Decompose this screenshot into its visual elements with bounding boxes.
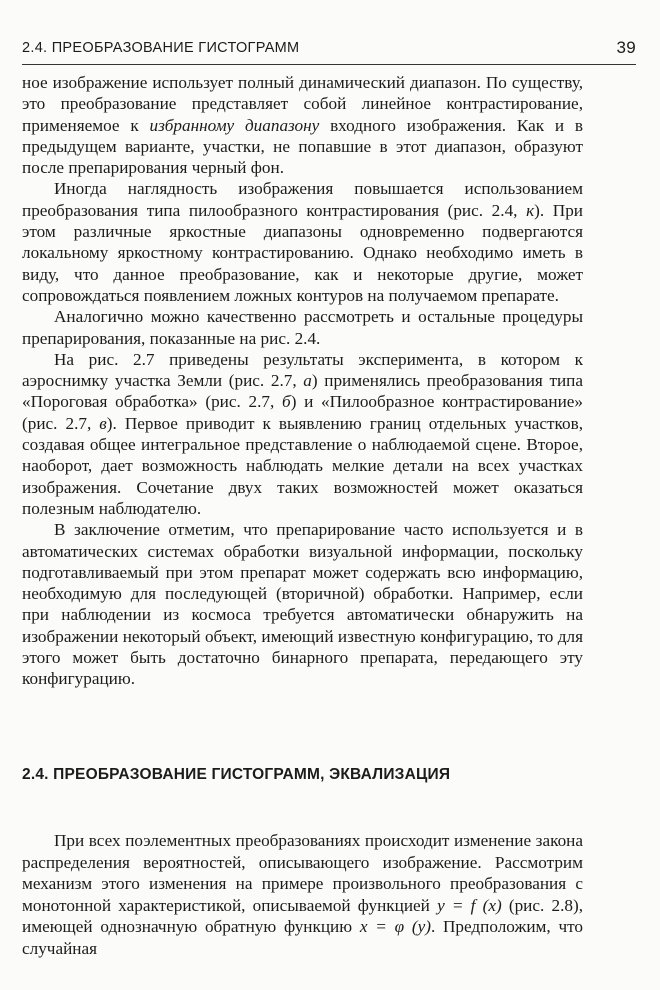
running-head [22, 40, 636, 64]
paragraph-4: На рис. 2.7 приведены результаты эксперимента, в котором к аэроснимку участка Земли (рис. 2.7, а) применялись преобразования типа «Пороговая обработка» (рис. 2.7, б) и «Пилообразное контрастирование» (рис. 2.7, в). Первое приводит к выявлению границ отдельных участков, создавая общее интегральное представление о наблюдаемой сцене. Второе, наоборот, дает возможность наблюдать мелкие детали на всех участках изображения. Сочетание двух таких возможностей может оказаться полезным наблюдателю. [22, 349, 584, 518]
paragraph-6: При всех поэлементных преобразованиях происходит изменение закона распределения вероятностей, описывающего изображение. Рассмотрим механизм этого изменения на примере произвольного преобразования с монотонной характеристикой, описываемой функцией y = f (x) (рис. 2.8), имеющей однозначную обратную функцию x = φ (y). Предположим, что случайная [22, 831, 584, 958]
body-text [22, 72, 583, 690]
section-body-text [22, 830, 583, 960]
paragraph-2: Иногда наглядность изображения повышается использованием преобразования типа пилообразного контрастирования (рис. 2.4, к). При этом различные яркостные диапазоны одновременно подвергаются локальному яркостному контрастированию. Однако необходимо иметь в виду, что данное преобразование, как и некоторые другие, может сопровождаться появлением ложных контуров на получаемом препарате. [22, 179, 583, 305]
page-number: 39 [616, 38, 636, 57]
paragraph-3: Аналогично можно качественно рассмотреть и остальные процедуры препарирования, показанные на рис. 2.4. [22, 307, 583, 348]
figure-ref-letter: к [526, 200, 535, 220]
formula-inline: x = φ (y) [359, 917, 431, 937]
paragraph-1: ное изображение использует полный динамический диапазон. По существу, это преобразование представляет собой линейное контрастирование, применяемое к избранному диапазону входного изображения. Как и в предыдущем варианте, участки, не попавшие в этот диапазон, образуют после препарирования черный фон. [22, 73, 583, 178]
header-rule [22, 64, 636, 65]
formula-inline: y = f (x) [437, 895, 502, 915]
figure-ref-letter: а [303, 371, 312, 391]
section-heading: 2.4. ПРЕОБРАЗОВАНИЕ ГИСТОГРАММ, ЭКВАЛИЗАЦИЯ [22, 766, 451, 783]
figure-ref-letter: б [282, 392, 291, 412]
figure-ref-letter: в [99, 413, 107, 433]
emphasis: избранному диапазону [149, 115, 320, 135]
running-head-title: 2.4. ПРЕОБРАЗОВАНИЕ ГИСТОГРАММ [22, 40, 300, 56]
paragraph-5: В заключение отметим, что препарирование часто используется и в автоматических системах обработки визуальной информации, поскольку подготавливаемый при этом препарат может содержать всю информацию, необходимую для последующей (вторичной) обработки. Например, если при наблюдении из космоса требуется автоматически обнаружить на изображении некоторый объект, имеющий известную конфигурацию, то для этого может быть достаточно бинарного препарата, передающего эту конфигурацию. [22, 520, 583, 689]
